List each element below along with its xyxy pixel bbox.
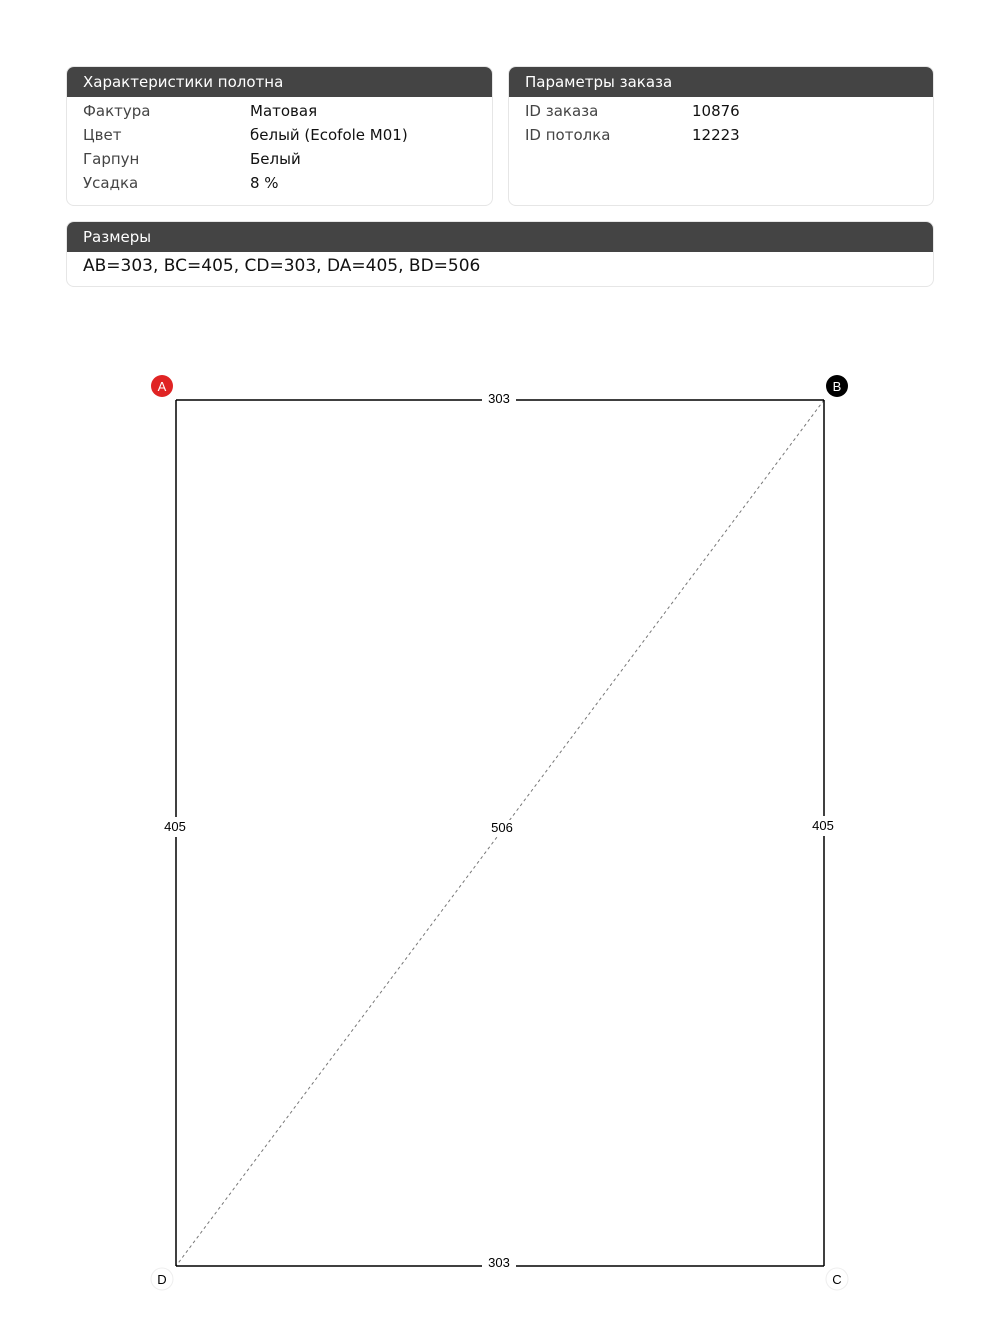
texture-label: Фактура bbox=[83, 102, 151, 120]
edge-ab-label: 303 bbox=[488, 391, 510, 406]
color-label: Цвет bbox=[83, 126, 122, 144]
texture-value: Матовая bbox=[250, 102, 318, 120]
order-id-label: ID заказа bbox=[525, 102, 599, 120]
diagonal-bd-label: 506 bbox=[491, 820, 513, 835]
canvas-characteristics-title: Характеристики полотна bbox=[67, 67, 492, 97]
vertex-c-label: C bbox=[832, 1272, 842, 1287]
sizes-title: Размеры bbox=[67, 222, 933, 252]
shrinkage-value: 8 % bbox=[250, 174, 279, 192]
vertex-b-label: B bbox=[832, 379, 842, 394]
edge-da-label: 405 bbox=[164, 819, 186, 834]
vertex-d-marker bbox=[151, 1268, 173, 1290]
ceiling-id-value: 12223 bbox=[692, 126, 740, 144]
color-value: белый (Ecofole M01) bbox=[250, 126, 408, 144]
vertex-c-marker bbox=[826, 1268, 848, 1290]
edge-cd-label: 303 bbox=[488, 1255, 510, 1270]
order-parameters-title: Параметры заказа bbox=[509, 67, 933, 97]
harpoon-value: Белый bbox=[250, 150, 301, 168]
vertex-b-marker bbox=[826, 375, 848, 397]
edge-bc-label: 405 bbox=[812, 818, 834, 833]
ceiling-id-label: ID потолка bbox=[525, 126, 611, 144]
shrinkage-label: Усадка bbox=[83, 174, 139, 192]
sizes-summary: AB=303, BC=405, CD=303, DA=405, BD=506 bbox=[83, 256, 481, 276]
vertex-d-label: D bbox=[157, 1272, 167, 1287]
order-id-value: 10876 bbox=[692, 102, 740, 120]
harpoon-label: Гарпун bbox=[83, 150, 140, 168]
vertex-a-marker bbox=[151, 375, 173, 397]
vertex-a-label: A bbox=[157, 379, 167, 394]
